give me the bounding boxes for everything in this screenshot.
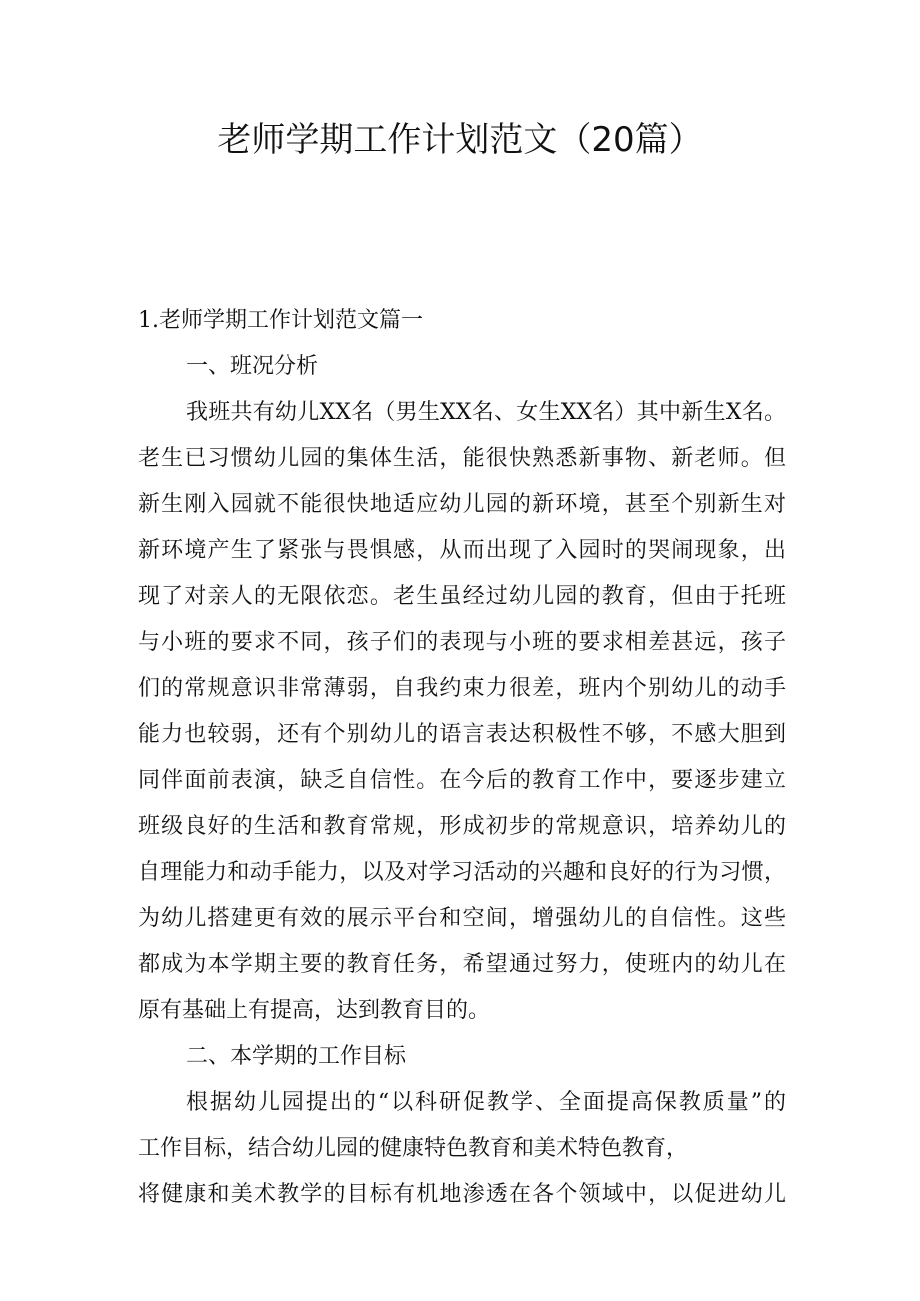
paragraph-line: 能力也较弱，还有个别幼儿的语言表达积极性不够，不感大胆到 (138, 722, 786, 747)
section-heading: 1.老师学期工作计划范文篇一 (138, 308, 423, 333)
paragraph-line: 工作目标，结合幼儿园的健康特色教育和美术特色教育， (138, 1136, 689, 1161)
paragraph-line: 现了对亲人的无限依恋。老生虽经过幼儿园的教育，但由于托班 (138, 584, 786, 609)
paragraph-line: 将健康和美术教学的目标有机地渗透在各个领域中，以促进幼儿 (138, 1182, 786, 1207)
paragraph-line: 为幼儿搭建更有效的展示平台和空间，增强幼儿的自信性。这些 (138, 906, 786, 931)
paragraph-line: 同伴面前表演，缺乏自信性。在今后的教育工作中，要逐步建立 (138, 768, 786, 793)
paragraph-line: 都成为本学期主要的教育任务，希望通过努力，使班内的幼儿在 (138, 952, 786, 977)
paragraph-line: 班级良好的生活和教育常规，形成初步的常规意识，培养幼儿的 (138, 814, 786, 839)
paragraph-line: 新环境产生了紧张与畏惧感，从而出现了入园时的哭闹现象，出 (138, 538, 786, 563)
paragraph-line: 自理能力和动手能力，以及对学习活动的兴趣和良好的行为习惯， (138, 860, 786, 885)
paragraph-line: 新生刚入园就不能很快地适应幼儿园的新环境，甚至个别新生对 (138, 492, 786, 517)
subsection-heading: 二、本学期的工作目标 (186, 1044, 407, 1069)
paragraph-line: 原有基础上有提高，达到教育目的。 (138, 998, 491, 1023)
paragraph-line: 老生已习惯幼儿园的集体生活，能很快熟悉新事物、新老师。但 (138, 446, 786, 471)
paragraph-line: 与小班的要求不同，孩子们的表现与小班的要求相差甚远，孩子 (138, 630, 786, 655)
document-title: 老师学期工作计划范文（20篇） (217, 120, 703, 160)
paragraph-line: 我班共有幼儿XX名（男生XX名、女生XX名）其中新生X名。 (186, 400, 786, 425)
paragraph-line: 们的常规意识非常薄弱，自我约束力很差，班内个别幼儿的动手 (138, 676, 786, 701)
paragraph-line: 根据幼儿园提出的“以科研促教学、全面提高保教质量”的 (186, 1090, 786, 1115)
subsection-heading: 一、班况分析 (186, 354, 319, 379)
document-body (138, 298, 786, 1218)
